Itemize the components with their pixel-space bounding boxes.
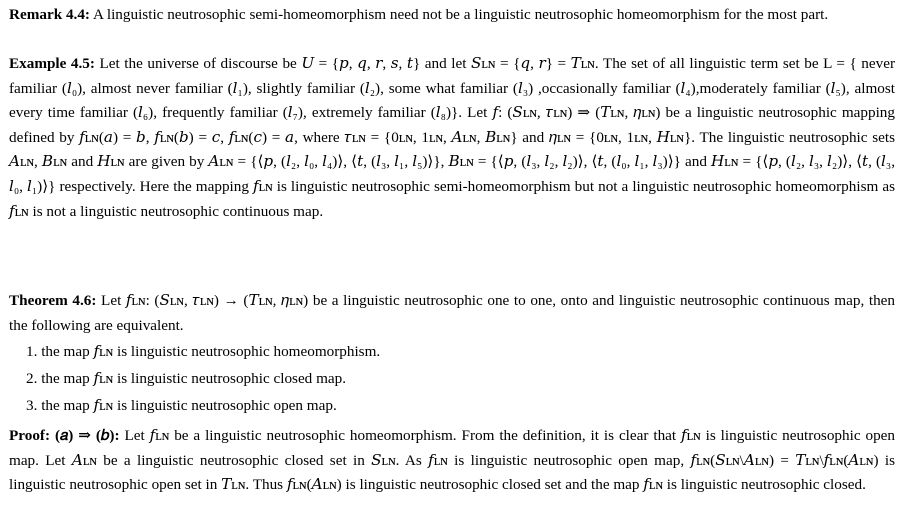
- theorem-paragraph: [9, 289, 895, 338]
- remark-label: Remark 4.4:: [9, 6, 90, 23]
- remark-text: A linguistic neutrosophic semi-homeomorphism need not be a linguistic neutrosophic homeomorphism for the most part.: [89, 6, 829, 23]
- proof-label: Proof: (𝑎) ⇒ (𝑏):: [9, 427, 120, 444]
- proof-paragraph: [9, 424, 895, 498]
- theorem-item-1: 1. the map 𝑓ʟɴ is linguistic neutrosophic homeomorphism.: [26, 343, 381, 360]
- example-text: Let the universe of discourse be 𝑈 = {𝑝, 𝑞, 𝑟, 𝑠, 𝑡} and let 𝑆ʟɴ = {𝑞, 𝑟} = 𝑇ʟɴ. The set of all linguistic term set be L = { never familiar (𝑙₀), almost never familiar (𝑙₁), slightly familiar (𝑙₂), some what familiar (𝑙₃) ,occasionally familiar (𝑙₄),moderately familiar (𝑙₅), almost every time familiar (𝑙₆), frequently familiar (𝑙₇), extremely familiar (𝑙₈)}. Let 𝑓: (𝑆ʟɴ, 𝜏ʟɴ) ⇒ (𝑇ʟɴ, 𝜂ʟɴ) be a linguistic neutrosophic mapping defined by 𝑓ʟɴ(𝑎) = 𝑏, 𝑓ʟɴ(𝑏) = 𝑐, 𝑓ʟɴ(𝑐) = 𝑎, where 𝜏ʟɴ = {0ʟɴ, 1ʟɴ, 𝐴ʟɴ, 𝐵ʟɴ} and 𝜂ʟɴ = {0ʟɴ, 1ʟɴ, 𝐻ʟɴ}. The linguistic neutrosophic sets 𝐴ʟɴ, 𝐵ʟɴ and 𝐻ʟɴ are given by 𝐴ʟɴ = {⟨𝑝, (𝑙₂, 𝑙₀, 𝑙₄)⟩, ⟨𝑡, (𝑙₃, 𝑙₁, 𝑙₅)⟩}, 𝐵ʟɴ = {⟨𝑝, (𝑙₃, 𝑙₂, 𝑙₂)⟩, ⟨𝑡, (𝑙₀, 𝑙₁, 𝑙₃)⟩} and 𝐻ʟɴ = {⟨𝑝, (𝑙₂, 𝑙₃, 𝑙₂)⟩, ⟨𝑡, (𝑙₃, 𝑙₀, 𝑙₁)⟩} respectively. Here the mapping 𝑓ʟɴ is linguistic neutrosophic semi-homeomorphism but not a linguistic neutrosophic homeomorphism as 𝑓ʟɴ is not a linguistic neutrosophic continuous map.: [9, 55, 896, 220]
- proof-text: Let 𝑓ʟɴ be a linguistic neutrosophic homeomorphism. From the definition, it is clear that 𝑓ʟɴ is linguistic neutrosophic open map. Let 𝐴ʟɴ be a linguistic neutrosophic closed set in 𝑆ʟɴ. As 𝑓ʟɴ is linguistic neutrosophic open map, 𝑓ʟɴ(𝑆ʟɴ\𝐴ʟɴ) = 𝑇ʟɴ\𝑓ʟɴ(𝐴ʟɴ) is linguistic neutrosophic open set in 𝑇ʟɴ. Thus 𝑓ʟɴ(𝐴ʟɴ) is linguistic neutrosophic closed set and the map 𝑓ʟɴ is linguistic neutrosophic closed.: [9, 427, 895, 494]
- theorem-label: Theorem 4.6:: [9, 292, 97, 309]
- example-label: Example 4.5:: [9, 55, 95, 72]
- example-paragraph: [9, 52, 895, 224]
- remark-paragraph: [9, 3, 895, 28]
- theorem-item-3: 3. the map 𝑓ʟɴ is linguistic neutrosophic open map.: [26, 397, 337, 414]
- theorem-item-2: 2. the map 𝑓ʟɴ is linguistic neutrosophic closed map.: [26, 370, 347, 387]
- theorem-text: Let 𝑓ʟɴ: (𝑆ʟɴ, 𝜏ʟɴ) → (𝑇ʟɴ, 𝜂ʟɴ) be a linguistic neutrosophic one to one, onto and linguistic neutrosophic continuous map, then the following are equivalent.: [9, 292, 895, 334]
